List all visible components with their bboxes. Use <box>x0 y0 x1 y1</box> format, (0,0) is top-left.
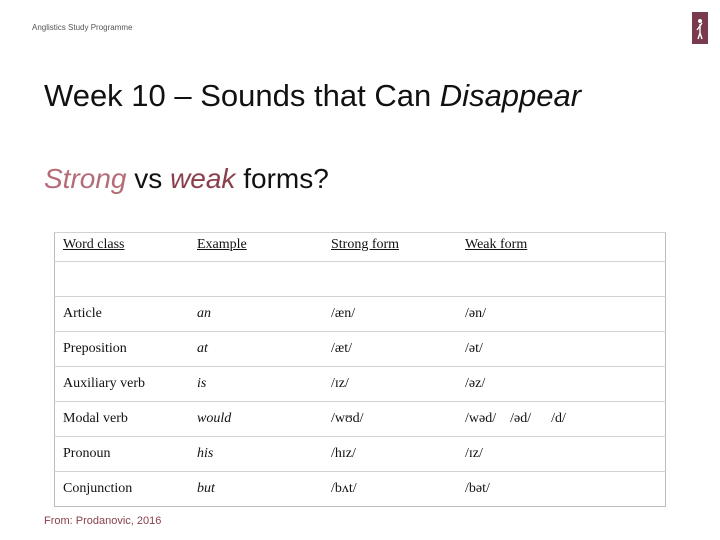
weak-form: /d/ <box>551 411 566 426</box>
example-cell: but <box>189 472 323 507</box>
header-strong-form: Strong form <box>323 233 457 262</box>
word-class-cell: Conjunction <box>55 472 190 507</box>
title-italic: Disappear <box>439 78 582 113</box>
example-cell: would <box>189 402 323 437</box>
table-spacer-row <box>55 262 666 297</box>
table-row <box>55 402 666 437</box>
word-class-cell: Pronoun <box>55 437 190 472</box>
strong-form-cell: /ɪz/ <box>323 367 457 402</box>
weak-form: /ən/ <box>465 306 486 321</box>
example-cell: his <box>189 437 323 472</box>
weak-form: /wəd/ <box>465 411 497 426</box>
weak-form-cell <box>457 367 666 402</box>
weak-form-cell <box>457 332 666 367</box>
programme-label: Anglistics Study Programme <box>32 23 133 32</box>
table-row <box>55 472 666 507</box>
header-weak-form: Weak form <box>457 233 666 262</box>
strong-form-cell: /wʊd/ <box>323 402 457 437</box>
source-citation: From: Prodanovic, 2016 <box>44 515 162 527</box>
strong-form-cell: /bʌt/ <box>323 472 457 507</box>
weak-form: /əz/ <box>465 376 486 391</box>
person-figure-icon <box>692 12 708 44</box>
strong-form-cell: /æt/ <box>323 332 457 367</box>
word-class-cell: Article <box>55 297 190 332</box>
word-class-cell: Preposition <box>55 332 190 367</box>
slide-subtitle <box>44 163 329 195</box>
subtitle-rest: forms? <box>235 163 329 194</box>
header-example: Example <box>189 233 323 262</box>
subtitle-vs: vs <box>126 163 171 194</box>
subtitle-weak: weak <box>170 163 236 194</box>
strong-form-cell: /hɪz/ <box>323 437 457 472</box>
table-row <box>55 367 666 402</box>
weak-form: /bət/ <box>465 481 490 496</box>
word-class-cell: Modal verb <box>55 402 190 437</box>
example-cell: is <box>189 367 323 402</box>
table-row <box>55 297 666 332</box>
table-row <box>55 437 666 472</box>
weak-form: /ət/ <box>465 341 483 356</box>
header-word-class: Word class <box>55 233 190 262</box>
example-cell: at <box>189 332 323 367</box>
subtitle-strong: Strong <box>44 163 127 194</box>
title-plain: Week 10 – Sounds that Can <box>44 78 440 113</box>
table-row <box>55 332 666 367</box>
weak-form: /əd/ <box>510 411 532 426</box>
weak-form: /ɪz/ <box>465 446 483 461</box>
strong-form-cell: /æn/ <box>323 297 457 332</box>
weak-form-cell <box>457 437 666 472</box>
weak-form-cell <box>457 402 666 437</box>
forms-table <box>54 232 666 507</box>
table-header-row <box>55 233 666 262</box>
slide-title <box>44 78 581 114</box>
example-cell: an <box>189 297 323 332</box>
weak-form-cell <box>457 472 666 507</box>
weak-form-cell <box>457 297 666 332</box>
word-class-cell: Auxiliary verb <box>55 367 190 402</box>
